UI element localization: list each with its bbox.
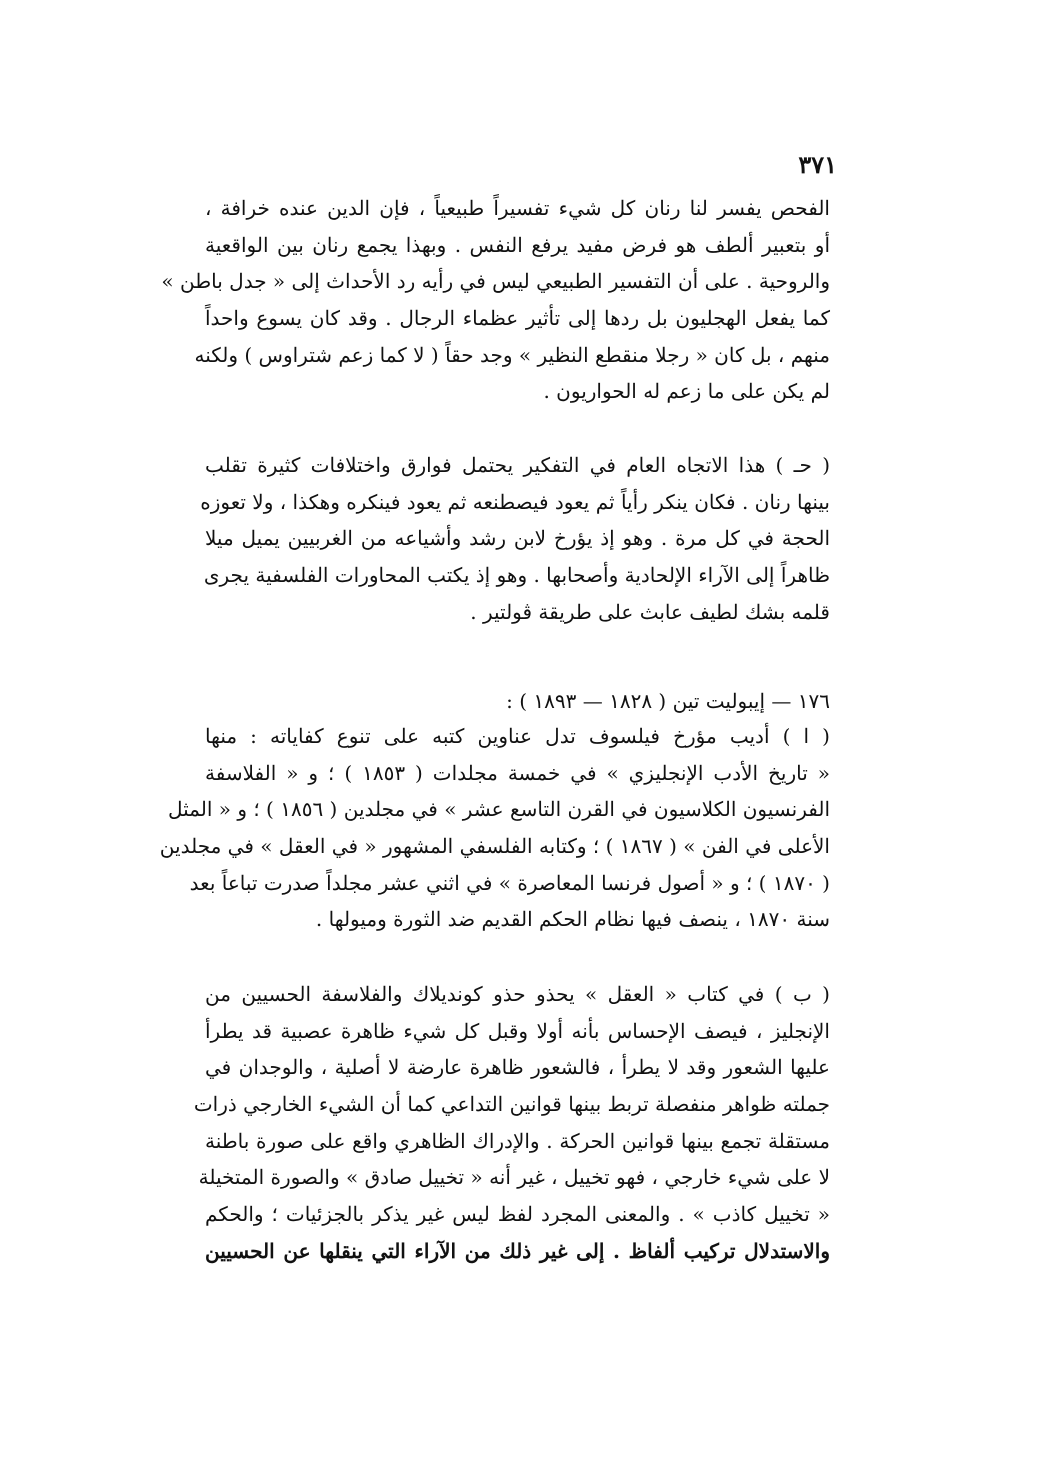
paragraph-taine-intellect [193, 976, 830, 1270]
text-line: بينها رنان . فكان ينكر رأياً ثم يعود فيصطنعه ثم يعود فينكره وهكذا ، ولا تعوزه [200, 489, 830, 514]
text-line: قلمه بشك لطيف عابث على طريقة ڤولتير . [470, 599, 830, 624]
text-line: منهم ، بل كان « رجلا منقطع النظير » وجد حقاً ( لا كما زعم شتراوس ) ولكنه [194, 342, 830, 367]
section-heading-taine: ١٧٦ — إيبوليت تين ( ١٨٢٨ — ١٨٩٣ ) : [506, 689, 830, 713]
text-line: الحجة في كل مرة . وهو إذ يؤرخ لابن رشد وأشياعه من الغربيين يميل ميلا [205, 526, 830, 551]
text-line: الفحص يفسر لنا رنان كل شيء تفسيراً طبيعياً ، فإن الدين عنده خرافة ، [205, 196, 830, 220]
text-line: ( حـ ) هذا الاتجاه العام في التفكير يحتمل فوارق واختلافات كثيرة تقلب [205, 453, 830, 477]
text-line: أو بتعبير ألطف هو فرض مفيد يرفع النفس . وبهذا يجمع رنان بين الواقعية [205, 232, 830, 257]
text-line: لا على شيء خارجي ، فهو تخييل ، غير أنه « تخييل صادق » والصورة المتخيلة [198, 1165, 830, 1190]
page-number: ٣٧١ [798, 150, 837, 179]
text-line: الإنجليز ، فيصف الإحساس بأنه أولا وقبل كل شيء ظاهرة عصبية قد يطرأ [205, 1018, 830, 1043]
text-line: « تخييل كاذب » . والمعنى المجرد لفظ ليس غير يذكر بالجزئيات ؛ والحكم [205, 1202, 830, 1227]
text-line: كما يفعل الهجليون بل ردها إلى تأثير عظماء الرجال . وقد كان يسوع واحداً [205, 306, 830, 331]
text-line: ظاهراً إلى الآراء الإلحادية وأصحابها . وهو إذ يكتب المحاورات الفلسفية يجرى [203, 563, 830, 588]
text-line: « تاريخ الأدب الإنجليزي » في خمسة مجلدات ( ١٨٥٣ ) ؛ و « الفلاسفة [205, 760, 830, 785]
text-line: ( ١٨٧٠ ) ؛ و « أصول فرنسا المعاصرة » في اثني عشر مجلداً صدرت تباعاً بعد [189, 870, 830, 895]
text-line: ( ب ) في كتاب « العقل » يحذو حذو كونديلاك والفلاسفة الحسيين من [205, 982, 830, 1006]
text-line: ( ا ) أديب مؤرخ فيلسوف تدل عناوين كتبه على تنوع كفاياته : منها [205, 724, 830, 748]
text-line: جملته ظواهر منفصلة تربط بينها قوانين التداعي كما أن الشيء الخارجي ذرات [193, 1092, 830, 1117]
text-line: عليها الشعور وقد لا يطرأ ، فالشعور ظاهرة عارضة لا أصلية ، والوجدان في [205, 1055, 830, 1080]
paragraph-renan-naturalism [161, 190, 830, 410]
text-line: الأعلى في الفن » ( ١٨٦٧ ) ؛ وكتابه الفلسفي المشهور « في العقل » في مجلدين [159, 834, 830, 859]
paragraph-renan-variations [200, 447, 830, 630]
text-line: والاستدلال تركيب ألفاظ . إلى غير ذلك من الآراء التي ينقلها عن الحسيين [205, 1238, 830, 1263]
paragraph-taine-works [159, 718, 830, 938]
text-line: الفرنسيون الكلاسيون في القرن التاسع عشر » في مجلدين ( ١٨٥٦ ) ؛ و « المثل [167, 797, 830, 822]
text-line: لم يكن على ما زعم له الحواريون . [543, 379, 830, 404]
text-line: مستقلة تجمع بينها قوانين الحركة . والإدراك الظاهري واقع على صورة باطنة [205, 1128, 830, 1153]
text-line: سنة ١٨٧٠ ، ينصف فيها نظام الحكم القديم ضد الثورة وميولها . [315, 907, 830, 932]
text-line: والروحية . على أن التفسير الطبيعي ليس في رأيه رد الأحداث إلى « جدل باطن » [161, 269, 830, 294]
